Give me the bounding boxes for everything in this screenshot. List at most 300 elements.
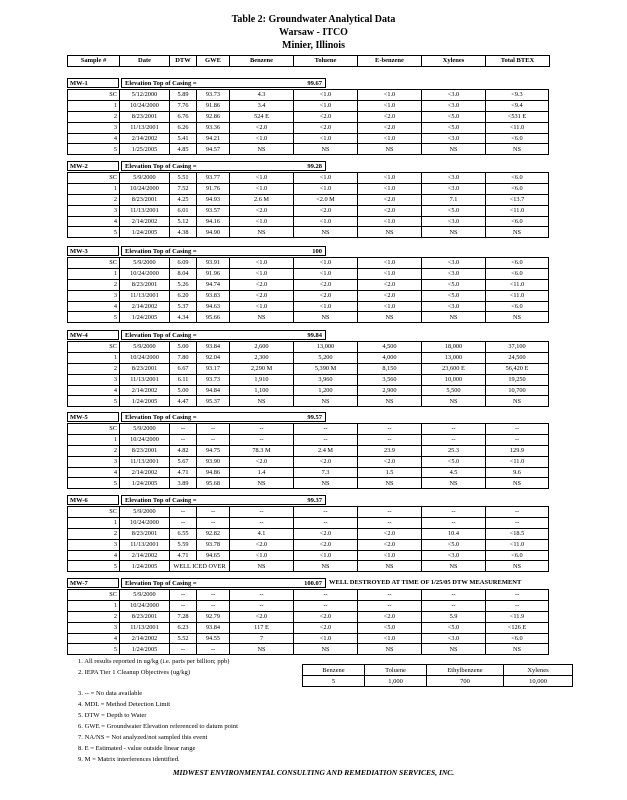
table-cell: <2.0 bbox=[358, 194, 422, 205]
cleanup-value: 10,000 bbox=[504, 676, 573, 687]
table-cell: 8/23/2001 bbox=[120, 611, 170, 622]
table-cell: 93.77 bbox=[197, 173, 230, 184]
table-cell: 23.9 bbox=[358, 445, 422, 456]
table-cell: 4 bbox=[68, 133, 120, 144]
table-cell: 1/24/2005 bbox=[120, 312, 170, 323]
table-cell: SC bbox=[68, 507, 120, 518]
elevation-label bbox=[121, 330, 326, 340]
table-cell: <2.0 bbox=[294, 456, 358, 467]
table-cell: NS bbox=[358, 561, 422, 572]
table-cell: 2 bbox=[68, 194, 120, 205]
table-cell: <5.0 bbox=[422, 111, 486, 122]
elevation-text: Elevation Top of Casing = bbox=[125, 163, 197, 170]
table-cell: 4.5 bbox=[422, 467, 486, 478]
table-cell: 93.90 bbox=[197, 456, 230, 467]
table-cell: 2 bbox=[68, 528, 120, 539]
table-cell: 4 bbox=[68, 633, 120, 644]
well-block-mw-1 bbox=[67, 78, 548, 155]
table-cell: NS bbox=[486, 312, 549, 323]
table-cell: 8/23/2001 bbox=[120, 445, 170, 456]
table-cell: NS bbox=[358, 227, 422, 238]
table-cell: 5/9/2000 bbox=[120, 342, 170, 353]
table-cell: 93.36 bbox=[197, 122, 230, 133]
table-cell: 2/14/2002 bbox=[120, 633, 170, 644]
table-cell: 2 bbox=[68, 445, 120, 456]
table-cell: 78.3 M bbox=[230, 445, 294, 456]
table-cell: SC bbox=[68, 342, 120, 353]
table-cell: 1.4 bbox=[230, 467, 294, 478]
table-cell: <2.0 bbox=[230, 539, 294, 550]
table-cell: NS bbox=[230, 396, 294, 407]
table-cell: NS bbox=[230, 227, 294, 238]
well-id: MW-7 bbox=[67, 578, 119, 588]
table-cell: NS bbox=[486, 561, 549, 572]
table-cell: 3.89 bbox=[170, 478, 197, 489]
table-cell: 19,250 bbox=[486, 374, 549, 385]
table-cell: NS bbox=[358, 644, 422, 655]
table-cell: 93.84 bbox=[197, 342, 230, 353]
table-cell: -- bbox=[486, 424, 549, 435]
table-cell: NS bbox=[486, 227, 549, 238]
table-cell: <9.4 bbox=[486, 100, 549, 111]
table-cell: -- bbox=[486, 434, 549, 445]
table-cell: <1.0 bbox=[230, 133, 294, 144]
well-data-table bbox=[67, 341, 549, 407]
table-cell: <5.0 bbox=[422, 122, 486, 133]
table-cell: <2.0 bbox=[358, 290, 422, 301]
table-cell: <5.0 bbox=[422, 622, 486, 633]
table-cell: SC bbox=[68, 424, 120, 435]
table-cell: 1/24/2005 bbox=[120, 478, 170, 489]
well-block-mw-6 bbox=[67, 495, 548, 572]
table-cell: 1 bbox=[68, 352, 120, 363]
table-cell: 5 bbox=[68, 396, 120, 407]
table-cell: NS bbox=[486, 644, 549, 655]
table-cell: 6.67 bbox=[170, 363, 197, 374]
well-note: WELL DESTROYED AT TIME OF 1/25/05 DTW MEASUREMENT bbox=[329, 579, 522, 586]
table-cell: 93.91 bbox=[197, 258, 230, 269]
table-cell: NS bbox=[230, 644, 294, 655]
table-cell: 4 bbox=[68, 550, 120, 561]
table-cell: NS bbox=[422, 396, 486, 407]
col-gwe: GWE bbox=[197, 56, 230, 66]
table-cell: 4.3 bbox=[230, 90, 294, 101]
table-row bbox=[68, 133, 549, 144]
table-cell: -- bbox=[170, 517, 197, 528]
table-cell: 94.90 bbox=[197, 227, 230, 238]
cleanup-value: 700 bbox=[427, 676, 504, 687]
table-cell: -- bbox=[294, 590, 358, 601]
table-cell: 2,900 bbox=[358, 385, 422, 396]
table-cell: 92.86 bbox=[197, 111, 230, 122]
table-cell: NS bbox=[294, 561, 358, 572]
note-6: 6. GWE = Groundwater Elevation referenced to datum point bbox=[78, 723, 238, 730]
well-id: MW-6 bbox=[67, 495, 119, 505]
table-cell: 91.96 bbox=[197, 268, 230, 279]
elevation-label bbox=[121, 161, 326, 171]
table-row bbox=[68, 644, 549, 655]
table-row bbox=[68, 301, 549, 312]
table-cell: <2.0 bbox=[294, 279, 358, 290]
table-cell: 3,560 bbox=[358, 374, 422, 385]
table-cell: -- bbox=[197, 434, 230, 445]
table-cell: WELL ICED OVER bbox=[170, 561, 230, 572]
table-cell: <2.0 bbox=[294, 611, 358, 622]
table-cell: NS bbox=[422, 144, 486, 155]
table-cell: 94.93 bbox=[197, 194, 230, 205]
table-cell: <1.0 bbox=[294, 258, 358, 269]
table-cell: 56,420 E bbox=[486, 363, 549, 374]
table-cell: -- bbox=[230, 590, 294, 601]
elevation-text: Elevation Top of Casing = bbox=[125, 248, 197, 255]
table-cell: NS bbox=[422, 478, 486, 489]
table-cell: <1.0 bbox=[358, 100, 422, 111]
table-cell: <13.7 bbox=[486, 194, 549, 205]
table-cell: 5 bbox=[68, 227, 120, 238]
table-cell: 1 bbox=[68, 100, 120, 111]
well-id: MW-4 bbox=[67, 330, 119, 340]
table-cell: SC bbox=[68, 173, 120, 184]
table-cell: 1/25/2005 bbox=[120, 144, 170, 155]
table-cell: 1.5 bbox=[358, 467, 422, 478]
table-cell: 2,290 M bbox=[230, 363, 294, 374]
table-cell: 92.04 bbox=[197, 352, 230, 363]
table-cell: 129.9 bbox=[486, 445, 549, 456]
table-cell: <1.0 bbox=[230, 301, 294, 312]
table-cell: 2/14/2002 bbox=[120, 550, 170, 561]
table-cell: 8,150 bbox=[358, 363, 422, 374]
table-cell: <6.0 bbox=[486, 258, 549, 269]
well-caption bbox=[67, 412, 548, 423]
table-cell: 5.00 bbox=[170, 385, 197, 396]
table-row bbox=[68, 528, 549, 539]
table-cell: <3.0 bbox=[422, 100, 486, 111]
table-cell: 11/13/2001 bbox=[120, 374, 170, 385]
table-cell: <2.0 bbox=[230, 290, 294, 301]
table-cell: -- bbox=[422, 600, 486, 611]
table-cell: 7.28 bbox=[170, 611, 197, 622]
table-cell: 4 bbox=[68, 301, 120, 312]
table-cell: 1,100 bbox=[230, 385, 294, 396]
table-cell: 1 bbox=[68, 268, 120, 279]
table-cell: <1.0 bbox=[294, 216, 358, 227]
table-cell: <5.0 bbox=[422, 205, 486, 216]
table-row bbox=[68, 144, 549, 155]
table-cell: -- bbox=[358, 600, 422, 611]
table-cell: <1.0 bbox=[294, 133, 358, 144]
table-row bbox=[68, 517, 549, 528]
table-cell: <2.0 bbox=[358, 205, 422, 216]
table-cell: 95.66 bbox=[197, 312, 230, 323]
table-title: Table 2: Groundwater Analytical Data bbox=[231, 14, 396, 25]
table-cell: 5,500 bbox=[422, 385, 486, 396]
table-cell: NS bbox=[486, 144, 549, 155]
elevation-label bbox=[121, 246, 326, 256]
elevation-value: 100.07 bbox=[304, 580, 322, 587]
elevation-text: Elevation Top of Casing = bbox=[125, 414, 197, 421]
table-cell: -- bbox=[486, 590, 549, 601]
table-cell: NS bbox=[230, 478, 294, 489]
table-cell: <3.0 bbox=[422, 183, 486, 194]
table-row bbox=[68, 374, 549, 385]
table-cell: 91.86 bbox=[197, 100, 230, 111]
well-caption bbox=[67, 161, 548, 172]
table-cell: 6.26 bbox=[170, 122, 197, 133]
table-cell: 524 E bbox=[230, 111, 294, 122]
table-cell: <2.0 bbox=[294, 539, 358, 550]
table-cell: -- bbox=[197, 424, 230, 435]
table-cell: <1.0 bbox=[230, 183, 294, 194]
table-cell: 2/14/2002 bbox=[120, 216, 170, 227]
table-cell: 2 bbox=[68, 363, 120, 374]
table-cell: 5.67 bbox=[170, 456, 197, 467]
table-cell: 1 bbox=[68, 517, 120, 528]
elevation-value: 99.28 bbox=[307, 163, 322, 170]
table-cell: 5 bbox=[68, 561, 120, 572]
cleanup-header: Benzene bbox=[303, 665, 365, 676]
table-cell: -- bbox=[170, 424, 197, 435]
table-row bbox=[68, 445, 549, 456]
elevation-value: 99.57 bbox=[307, 414, 322, 421]
table-cell: <2.0 bbox=[230, 122, 294, 133]
table-cell: <11.0 bbox=[486, 290, 549, 301]
elevation-value: 100 bbox=[312, 248, 322, 255]
site-location: Minier, Illinois bbox=[282, 40, 345, 51]
table-cell: 8/23/2001 bbox=[120, 528, 170, 539]
table-cell: <2.0 bbox=[358, 611, 422, 622]
table-row bbox=[68, 467, 549, 478]
table-row bbox=[68, 600, 549, 611]
table-row bbox=[68, 227, 549, 238]
table-cell: 94.65 bbox=[197, 550, 230, 561]
table-cell: -- bbox=[294, 434, 358, 445]
table-cell: 11/13/2001 bbox=[120, 456, 170, 467]
table-cell: <6.0 bbox=[486, 133, 549, 144]
table-cell: -- bbox=[294, 517, 358, 528]
table-cell: 5.00 bbox=[170, 342, 197, 353]
table-cell: 23,600 E bbox=[422, 363, 486, 374]
table-cell: 1/24/2005 bbox=[120, 227, 170, 238]
table-cell: -- bbox=[294, 507, 358, 518]
note-8: 8. E = Estimated - value outside linear range bbox=[78, 745, 196, 752]
table-cell: 2.6 M bbox=[230, 194, 294, 205]
well-caption bbox=[67, 246, 548, 257]
table-cell: <5.0 bbox=[358, 622, 422, 633]
table-cell: -- bbox=[422, 424, 486, 435]
table-cell: NS bbox=[294, 396, 358, 407]
table-cell: 1/24/2005 bbox=[120, 561, 170, 572]
table-cell: -- bbox=[486, 600, 549, 611]
table-cell: 5.37 bbox=[170, 301, 197, 312]
well-caption bbox=[67, 78, 548, 89]
table-cell: -- bbox=[422, 507, 486, 518]
table-cell: -- bbox=[358, 590, 422, 601]
table-cell: 94.57 bbox=[197, 144, 230, 155]
table-row bbox=[68, 111, 549, 122]
table-cell: -- bbox=[294, 600, 358, 611]
table-cell: NS bbox=[422, 227, 486, 238]
table-cell: -- bbox=[358, 507, 422, 518]
table-cell: <3.0 bbox=[422, 268, 486, 279]
table-cell: 5.59 bbox=[170, 539, 197, 550]
cleanup-objectives-table bbox=[302, 664, 573, 687]
table-cell: <1.0 bbox=[358, 258, 422, 269]
table-cell: <1.0 bbox=[358, 133, 422, 144]
table-cell: 92.82 bbox=[197, 528, 230, 539]
table-cell: 6.76 bbox=[170, 111, 197, 122]
table-cell: NS bbox=[358, 144, 422, 155]
table-cell: 10/24/2000 bbox=[120, 183, 170, 194]
col-date: Date bbox=[120, 56, 170, 66]
table-cell: 93.73 bbox=[197, 90, 230, 101]
table-cell: <1.0 bbox=[358, 301, 422, 312]
well-data-table bbox=[67, 506, 549, 572]
table-cell: 11/13/2001 bbox=[120, 290, 170, 301]
table-cell: <2.0 bbox=[294, 205, 358, 216]
table-cell: 6.11 bbox=[170, 374, 197, 385]
table-cell: 5/9/2000 bbox=[120, 590, 170, 601]
table-cell: 94.63 bbox=[197, 301, 230, 312]
table-cell: 5.51 bbox=[170, 173, 197, 184]
elevation-label bbox=[121, 578, 326, 588]
table-cell: 13,000 bbox=[294, 342, 358, 353]
table-cell: 7.1 bbox=[422, 194, 486, 205]
table-row bbox=[68, 590, 549, 601]
table-cell: 1,910 bbox=[230, 374, 294, 385]
table-row bbox=[68, 100, 549, 111]
table-cell: 6.09 bbox=[170, 258, 197, 269]
table-cell: <11.0 bbox=[486, 539, 549, 550]
table-row bbox=[68, 205, 549, 216]
well-data-table bbox=[67, 589, 549, 655]
table-cell: 95.37 bbox=[197, 396, 230, 407]
table-cell: 93.84 bbox=[197, 622, 230, 633]
table-cell: -- bbox=[422, 434, 486, 445]
table-cell: 94.74 bbox=[197, 279, 230, 290]
table-cell: 93.73 bbox=[197, 374, 230, 385]
well-block-mw-2 bbox=[67, 161, 548, 238]
table-cell: NS bbox=[422, 561, 486, 572]
table-row bbox=[68, 90, 549, 101]
table-cell: 3 bbox=[68, 205, 120, 216]
table-cell: <1.0 bbox=[230, 216, 294, 227]
table-row bbox=[68, 550, 549, 561]
table-row bbox=[68, 478, 549, 489]
table-cell: <11.9 bbox=[486, 611, 549, 622]
table-cell: 2/14/2002 bbox=[120, 385, 170, 396]
table-cell: -- bbox=[170, 600, 197, 611]
table-cell: 11/13/2001 bbox=[120, 622, 170, 633]
note-3: 3. -- = No data available bbox=[78, 690, 143, 697]
col-ebenzene: E-benzene bbox=[358, 56, 422, 66]
well-caption bbox=[67, 578, 548, 589]
table-cell: <1.0 bbox=[294, 183, 358, 194]
table-cell: SC bbox=[68, 590, 120, 601]
table-row bbox=[68, 424, 549, 435]
table-row bbox=[68, 611, 549, 622]
table-cell: 7 bbox=[230, 633, 294, 644]
table-cell: 11/13/2001 bbox=[120, 539, 170, 550]
table-cell: <2.0 bbox=[358, 122, 422, 133]
table-cell: <2.0 bbox=[294, 111, 358, 122]
table-row bbox=[68, 342, 549, 353]
table-cell: 4 bbox=[68, 467, 120, 478]
table-cell: 11/13/2001 bbox=[120, 205, 170, 216]
table-cell: <1.0 bbox=[294, 100, 358, 111]
table-cell: 5 bbox=[68, 644, 120, 655]
cleanup-header: Xylenes bbox=[504, 665, 573, 676]
cleanup-value: 5 bbox=[303, 676, 365, 687]
table-cell: -- bbox=[422, 517, 486, 528]
table-cell: 18,000 bbox=[422, 342, 486, 353]
table-cell: 3,960 bbox=[294, 374, 358, 385]
table-cell: NS bbox=[230, 312, 294, 323]
table-cell: <2.0 bbox=[294, 122, 358, 133]
table-cell: 7.80 bbox=[170, 352, 197, 363]
table-cell: 13,000 bbox=[422, 352, 486, 363]
table-row bbox=[68, 258, 549, 269]
table-cell: <2.0 bbox=[230, 611, 294, 622]
table-cell: <2.0 bbox=[230, 205, 294, 216]
table-cell: <1.0 bbox=[358, 268, 422, 279]
table-cell: <9.3 bbox=[486, 90, 549, 101]
table-cell: 2 bbox=[68, 111, 120, 122]
table-cell: 10/24/2000 bbox=[120, 268, 170, 279]
table-cell: <3.0 bbox=[422, 550, 486, 561]
table-row bbox=[68, 622, 549, 633]
table-cell: 94.84 bbox=[197, 385, 230, 396]
table-cell: 25.3 bbox=[422, 445, 486, 456]
table-cell: 7.76 bbox=[170, 100, 197, 111]
table-cell: -- bbox=[197, 507, 230, 518]
table-cell: <1.0 bbox=[358, 183, 422, 194]
table-row bbox=[68, 561, 549, 572]
table-cell: NS bbox=[294, 312, 358, 323]
table-cell: <2.0 bbox=[358, 111, 422, 122]
table-row bbox=[68, 633, 549, 644]
table-cell: -- bbox=[197, 517, 230, 528]
table-cell: 1 bbox=[68, 600, 120, 611]
table-cell: 3 bbox=[68, 539, 120, 550]
table-cell: -- bbox=[422, 590, 486, 601]
table-cell: <2.0 bbox=[230, 456, 294, 467]
table-cell: 3 bbox=[68, 622, 120, 633]
note-9: 9. M = Matrix interferences identified. bbox=[78, 756, 180, 763]
table-cell: 6.23 bbox=[170, 622, 197, 633]
table-cell: <1.0 bbox=[294, 301, 358, 312]
table-cell: 5.52 bbox=[170, 633, 197, 644]
table-cell: <1.0 bbox=[358, 173, 422, 184]
table-cell: -- bbox=[197, 590, 230, 601]
note-4: 4. MDL = Method Detection Limit bbox=[78, 701, 171, 708]
table-cell: -- bbox=[230, 424, 294, 435]
table-row bbox=[68, 194, 549, 205]
table-row bbox=[68, 507, 549, 518]
table-cell: 9.6 bbox=[486, 467, 549, 478]
table-cell: 8/23/2001 bbox=[120, 194, 170, 205]
table-cell: -- bbox=[230, 434, 294, 445]
table-cell: 93.57 bbox=[197, 205, 230, 216]
table-cell: 11/13/2001 bbox=[120, 122, 170, 133]
cleanup-header: Ethylbenzene bbox=[427, 665, 504, 676]
table-row bbox=[68, 173, 549, 184]
table-cell: SC bbox=[68, 258, 120, 269]
table-cell: <2.0 bbox=[294, 528, 358, 539]
table-cell: <18.5 bbox=[486, 528, 549, 539]
table-cell: <2.0 bbox=[358, 539, 422, 550]
table-cell: 92.79 bbox=[197, 611, 230, 622]
table-cell: -- bbox=[230, 600, 294, 611]
